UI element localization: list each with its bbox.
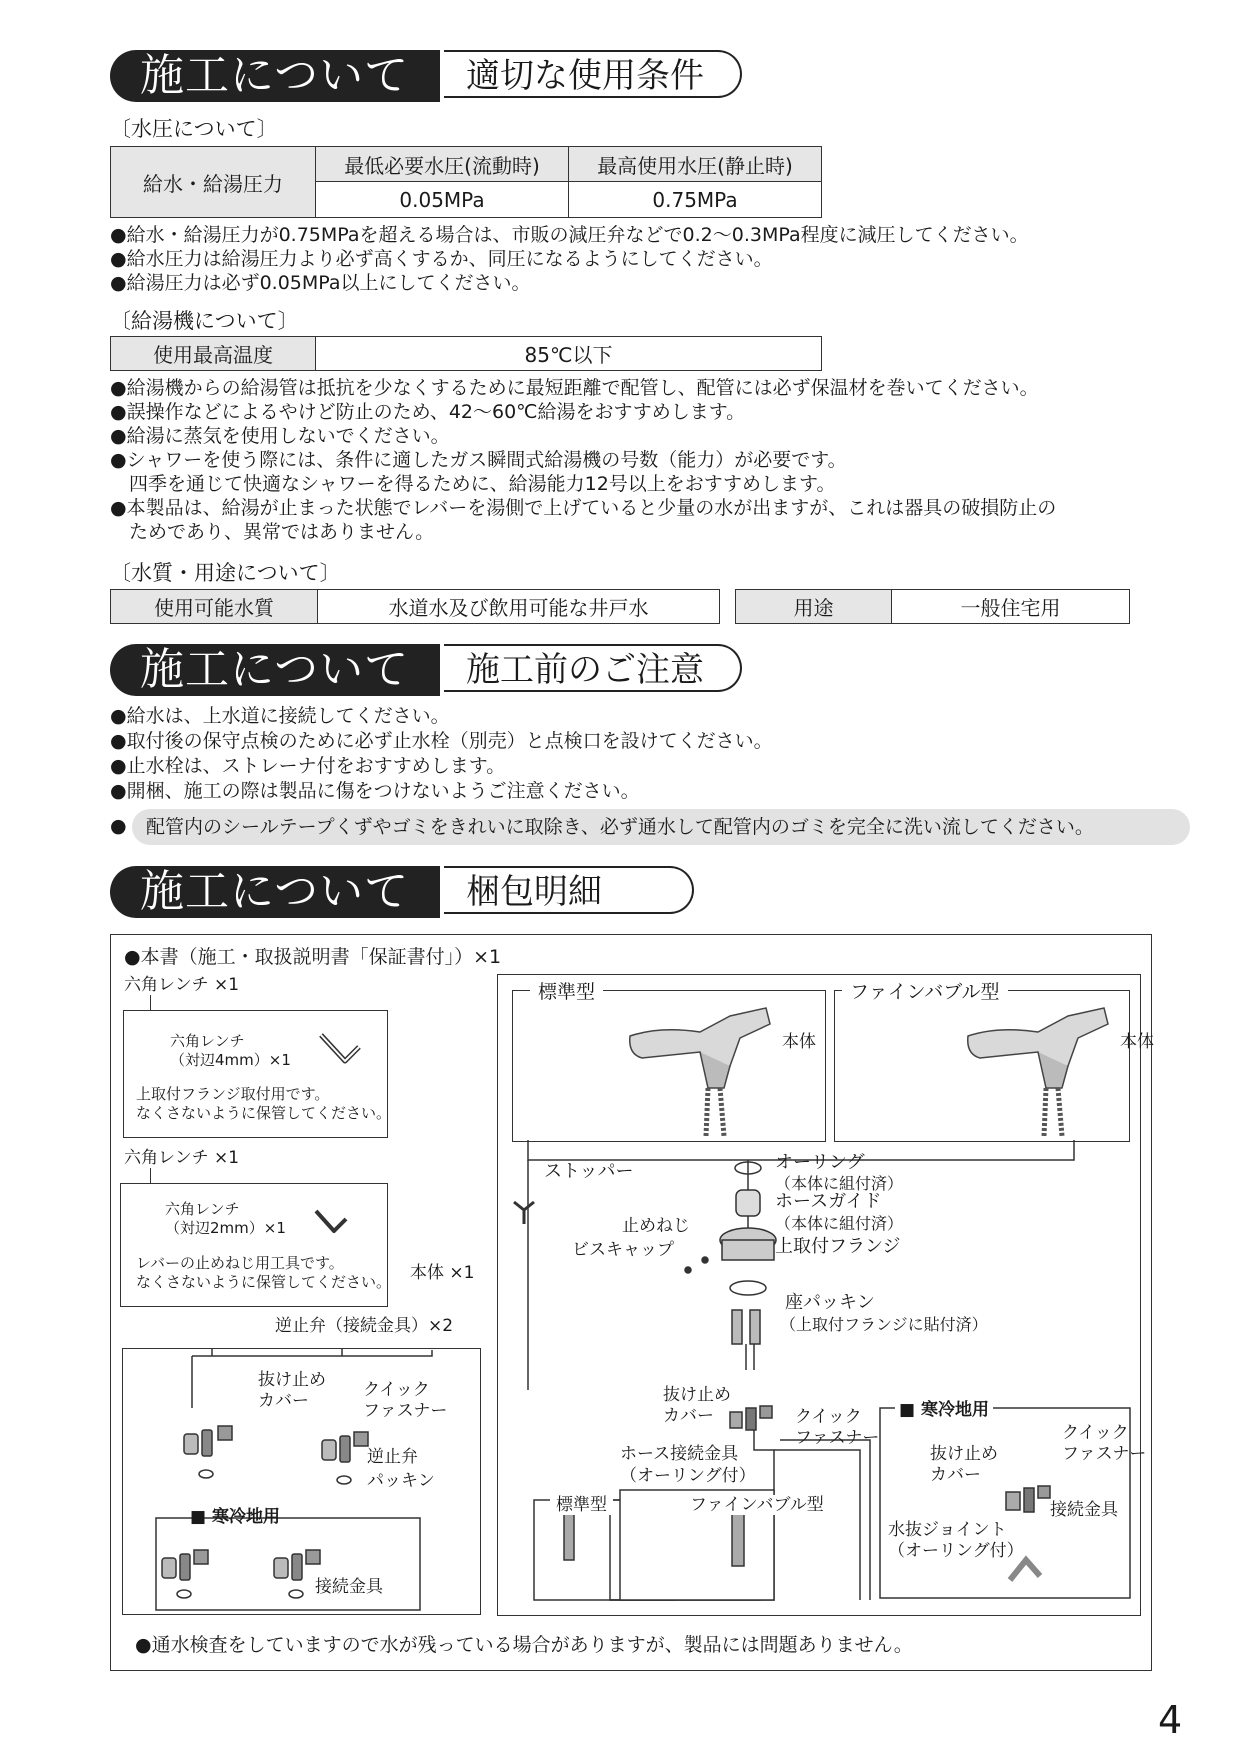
note: レバーの止めねじ用工具です。 — [136, 1254, 344, 1272]
note: ●給水圧力は給湯圧力より必ず高くするか、同圧になるようにしてください。 — [110, 248, 773, 270]
setscrew-label: 止めねじ — [622, 1216, 690, 1236]
label-line: 水抜ジョイント — [888, 1520, 1007, 1540]
section-subtitle: 施工前のご注意 — [444, 644, 742, 692]
note: 上取付フランジ取付用です。 — [136, 1085, 330, 1103]
note: ●シャワーを使う際には、条件に適したガス瞬間式給湯機の号数（能力）が必要です。 — [110, 449, 847, 471]
label-line: ホース接続金具 — [620, 1444, 739, 1464]
max-pressure-value: 0.75MPa — [569, 182, 822, 218]
section-title: 施工について — [110, 644, 440, 696]
note: ●給湯圧力は必ず0.05MPa以上にしてください。 — [110, 272, 531, 294]
highlight-bullet: ● — [110, 815, 127, 837]
max-temp-value: 85℃以下 — [316, 337, 822, 371]
note: 四季を通じて快適なシャワーを得るために、給湯能力12号以上をおすすめします。 — [110, 473, 836, 495]
check-valve-title: 逆止弁（接続金具）×2 — [275, 1316, 454, 1336]
note: ●誤操作などによるやけど防止のため、42～60℃給湯をおすすめします。 — [110, 401, 746, 423]
label-line: クイック — [795, 1407, 862, 1427]
water-heater-table — [110, 336, 822, 371]
note: ●給湯に蒸気を使用しないでください。 — [110, 425, 450, 447]
flange-label: 上取付フランジ — [775, 1236, 901, 1257]
finebubble-label: ファインバブル型 — [842, 982, 1008, 1002]
seat-packing-label: 座パッキン — [785, 1292, 875, 1313]
precaution-notes — [110, 704, 773, 804]
water-quality-caption: 〔水質・用途について〕 — [110, 561, 341, 585]
min-pressure-value: 0.05MPa — [316, 182, 569, 218]
cold-fastener-label — [1062, 1423, 1146, 1465]
check-valve-illustration — [122, 1348, 479, 1613]
wrench1-notes — [136, 1085, 391, 1123]
wrench2-notes — [136, 1254, 391, 1292]
hex-wrench-icon — [315, 1025, 365, 1065]
note: ●本製品は、給湯が止まった状態でレバーを湯側で上げていると少量の水が出ますが、これは器具の破損防止の — [110, 497, 1057, 519]
body-cover-label — [663, 1385, 731, 1427]
standard2-label: 標準型 — [550, 1495, 613, 1515]
body-label-standard: 本体 — [782, 1032, 816, 1052]
highlight-note: 配管内のシールテープくずやゴミをきれいに取除き、必ず通水して配管内のゴミを完全に洗い流してください。 — [132, 809, 1190, 845]
usage-table — [735, 589, 1130, 624]
label-line: （オーリング付） — [620, 1466, 756, 1486]
pressure-notes — [110, 223, 1029, 295]
body-label-finebubble: 本体 — [1120, 1032, 1154, 1052]
wrench1-title: 六角レンチ ×1 — [124, 975, 240, 995]
label-line: 抜け止め — [663, 1385, 731, 1405]
note: ●止水栓は、ストレーナ付をおすすめします。 — [110, 755, 506, 777]
fitting-label: 接続金具 — [315, 1577, 383, 1597]
wrench2-title: 六角レンチ ×1 — [124, 1148, 240, 1168]
label-line: ファスナー — [795, 1428, 880, 1448]
page-number: 4 — [1158, 1698, 1183, 1742]
hose-guide-note: （本体に組付済） — [775, 1214, 904, 1233]
faucet-finebubble-image — [958, 996, 1138, 1136]
usage-value: 一般住宅用 — [892, 590, 1130, 624]
label-line: （オーリング付） — [888, 1541, 1024, 1561]
hex-wrench-small-icon — [310, 1203, 355, 1238]
oring-note: （本体に組付済） — [775, 1174, 904, 1193]
row-label: 給水・給湯圧力 — [111, 147, 316, 218]
note: なくさないように保管してください。 — [136, 1104, 392, 1122]
wrench1-name — [170, 1032, 291, 1070]
water-pressure-caption: 〔水圧について〕 — [110, 117, 278, 141]
stopper-label: ストッパー — [544, 1161, 634, 1182]
package-footer-note: ●通水検査をしていますので水が残っている場合がありますが、製品には問題ありません。 — [135, 1634, 913, 1656]
note: ●給湯機からの給湯管は抵抗を少なくするために最短距離で配管し、配管には必ず保温材を巻いてください。 — [110, 377, 1039, 399]
label-line: カバー — [663, 1406, 714, 1426]
water-heater-caption: 〔給湯機について〕 — [110, 309, 299, 333]
section-title: 施工について — [110, 50, 440, 102]
packing-label: パッキン — [367, 1471, 435, 1491]
label-line: ファスナー — [1062, 1444, 1147, 1464]
finebubble2-label: ファインバブル型 — [684, 1495, 830, 1515]
note: ●給水は、上水道に接続してください。 — [110, 705, 450, 727]
wrench-name: 六角レンチ — [170, 1032, 245, 1050]
drain-joint-label — [888, 1520, 1024, 1562]
cold-region-label: ■ 寒冷地用 — [190, 1507, 280, 1527]
label-line: 抜け止め — [258, 1370, 326, 1390]
wrench-size: （対辺2mm）×1 — [165, 1219, 286, 1237]
label-line: カバー — [258, 1391, 309, 1411]
manual-item: ●本書（施工・取扱説明書「保証書付」）×1 — [124, 946, 502, 968]
cold-fitting-label: 接続金具 — [1050, 1500, 1118, 1520]
biscap-label: ビスキャップ — [572, 1240, 674, 1260]
note: なくさないように保管してください。 — [136, 1273, 392, 1291]
section-subtitle: 適切な使用条件 — [444, 50, 742, 98]
seat-packing-note: （上取付フランジに貼付済） — [780, 1315, 988, 1334]
wrench2-name — [165, 1200, 286, 1238]
water-quality-label: 使用可能水質 — [111, 590, 318, 624]
wrench-size: （対辺4mm）×1 — [170, 1051, 291, 1069]
label-line: 抜け止め — [930, 1444, 998, 1464]
note: ●取付後の保守点検のために必ず止水栓（別売）と点検口を設けてください。 — [110, 730, 773, 752]
oring-label: オーリング — [775, 1152, 865, 1173]
label-line: クイック — [363, 1380, 430, 1400]
hose-fitting-label — [620, 1443, 756, 1487]
body-fastener-label — [795, 1407, 879, 1449]
note: ためであり、異常ではありません。 — [110, 521, 435, 543]
section-subtitle: 梱包明細 — [444, 866, 694, 914]
label-line: ファスナー — [363, 1401, 448, 1421]
max-temp-label: 使用最高温度 — [111, 337, 316, 371]
heater-notes — [110, 376, 1056, 544]
label-line: カバー — [930, 1465, 981, 1485]
body-cold-label: ■ 寒冷地用 — [895, 1400, 993, 1420]
water-quality-value: 水道水及び飲用可能な井戸水 — [318, 590, 720, 624]
check-valve-label: 逆止弁 — [367, 1447, 418, 1467]
water-pressure-table — [110, 146, 822, 218]
water-quality-table — [110, 589, 720, 624]
col-header-max: 最高使用水圧(静止時) — [569, 147, 822, 182]
col-header-min: 最低必要水圧(流動時) — [316, 147, 569, 182]
cold-cover-label — [930, 1444, 998, 1486]
standard-label: 標準型 — [530, 982, 603, 1002]
usage-label: 用途 — [736, 590, 892, 624]
section-title: 施工について — [110, 866, 440, 918]
label-line: クイック — [1062, 1423, 1129, 1443]
wrench-name: 六角レンチ — [165, 1200, 240, 1218]
note: ●給水・給湯圧力が0.75MPaを超える場合は、市販の減圧弁などで0.2～0.3MPa程度に減圧してください。 — [110, 224, 1029, 246]
faucet-standard-image — [620, 996, 800, 1136]
hose-guide-label: ホースガイド — [775, 1191, 882, 1212]
body-count-label: 本体 ×1 — [410, 1263, 475, 1283]
note: ●開梱、施工の際は製品に傷をつけないようご注意ください。 — [110, 780, 640, 802]
